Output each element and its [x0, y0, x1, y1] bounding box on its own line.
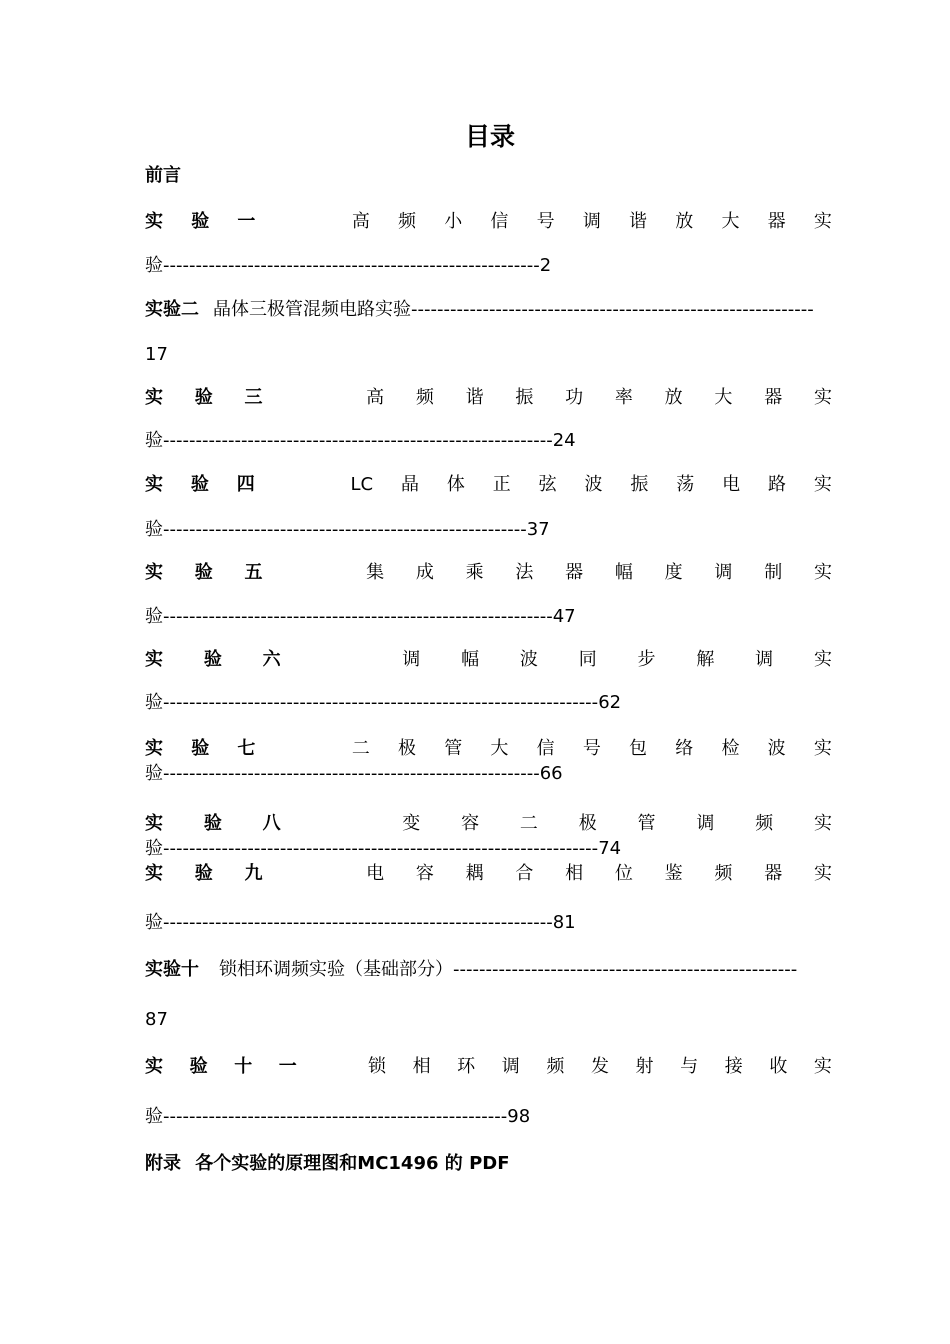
- entry-title-char: 变: [402, 813, 421, 834]
- entry-title-char: 体: [446, 474, 465, 495]
- toc-entry-3-line2[interactable]: [145, 429, 832, 453]
- toc-entry-5-line2[interactable]: [145, 605, 832, 629]
- entry-label-char: 验: [194, 562, 213, 583]
- entry-label-char: 三: [244, 387, 263, 408]
- entry-title-char: 振: [630, 474, 649, 495]
- toc-entry-10-line1[interactable]: [145, 958, 832, 982]
- entry-title-char: 接: [724, 1056, 743, 1077]
- page-number: 81: [552, 912, 576, 933]
- entry-label-char: 实: [145, 474, 163, 495]
- entry-label-char: 实: [145, 738, 163, 759]
- appendix-entry[interactable]: [145, 1152, 832, 1176]
- entry-title-char: 鉴: [664, 863, 683, 884]
- entry-title-char: 收: [769, 1056, 788, 1077]
- entry-label-char: 四: [236, 474, 255, 495]
- entry-title-char: 调: [696, 813, 715, 834]
- entry-title: 晶体三极管混频电路实验: [213, 299, 411, 320]
- entry-title-char: 射: [635, 1056, 654, 1077]
- entry-title-char: 二: [351, 738, 370, 759]
- entry-title-char: 小: [444, 211, 463, 232]
- page-number: 66: [539, 763, 563, 784]
- entry-title-char: 波: [584, 474, 603, 495]
- entry-title-char: LC: [350, 474, 374, 495]
- entry-title-char: 合: [515, 863, 534, 884]
- entry-title-char: 制: [764, 562, 783, 583]
- entry-label-char: 十: [234, 1056, 253, 1077]
- entry-label-char: 一: [278, 1056, 297, 1077]
- entry-title-char: 正: [492, 474, 511, 495]
- toc-entry-10-line2[interactable]: [145, 1008, 832, 1032]
- entry-title-char: 管: [637, 813, 656, 834]
- page-title: 目录: [464, 122, 515, 151]
- entry-title-char: 调: [755, 649, 774, 670]
- toc-entry-6-line1[interactable]: [145, 648, 832, 672]
- entry-title-char: 检: [721, 738, 740, 759]
- page-number: 62: [598, 692, 622, 713]
- entry-title-char: 成: [415, 562, 434, 583]
- entry-title-char: 调: [501, 1056, 520, 1077]
- entry-label-char: 验: [191, 211, 210, 232]
- appendix-pdf: PDF: [469, 1153, 510, 1174]
- entry-title-char: 谐: [465, 387, 484, 408]
- toc-entry-4-line1[interactable]: [145, 473, 832, 497]
- page-number: 98: [507, 1106, 531, 1127]
- toc-entry-2-line1[interactable]: [145, 298, 832, 322]
- entry-title-char: 幅: [461, 649, 480, 670]
- entry-title-char: 号: [536, 211, 555, 232]
- page-number: 87: [145, 1009, 168, 1030]
- entry-title-char: 电: [366, 863, 385, 884]
- entry-title-char: 号: [582, 738, 601, 759]
- entry-title-char: 包: [629, 738, 648, 759]
- entry-title-char: 放: [675, 211, 694, 232]
- entry-title-char: 大: [714, 387, 733, 408]
- entry-continuation: 验: [145, 606, 163, 627]
- entry-title-char: 实: [813, 387, 832, 408]
- entry-title-char: 大: [490, 738, 509, 759]
- entry-label-char: 七: [237, 738, 256, 759]
- entry-continuation: 验: [145, 519, 163, 540]
- entry-title-char: 波: [767, 738, 786, 759]
- entry-title-char: 频: [755, 813, 774, 834]
- toc-entry-11-line2[interactable]: [145, 1105, 832, 1129]
- entry-title-char: 荡: [676, 474, 695, 495]
- entry-continuation: 验: [145, 912, 163, 933]
- entry-title-char: 实: [813, 211, 832, 232]
- preface-entry[interactable]: 前言: [145, 165, 181, 186]
- entry-title-char: 振: [515, 387, 534, 408]
- entry-label-char: 验: [191, 738, 210, 759]
- dot-leader: ------------------------------------------------------------: [163, 912, 553, 933]
- entry-label-char: 验: [194, 863, 213, 884]
- toc-entry-11-line1[interactable]: [145, 1055, 832, 1079]
- appendix-label: 附录: [145, 1153, 181, 1174]
- entry-label-char: 实: [145, 562, 163, 583]
- entry-title-char: 弦: [538, 474, 557, 495]
- entry-title-char: 实: [813, 1056, 832, 1077]
- entry-title-char: 锁: [367, 1056, 386, 1077]
- entry-title-char: 实: [813, 649, 832, 670]
- entry-continuation: 验: [145, 1106, 163, 1127]
- entry-title-char: 高: [351, 211, 370, 232]
- entry-title-char: 路: [767, 474, 786, 495]
- toc-entry-4-line2[interactable]: [145, 518, 832, 542]
- toc-entry-8-line1[interactable]: [145, 812, 832, 836]
- toc-entry-1-line1[interactable]: [145, 210, 832, 234]
- entry-continuation: 验: [145, 763, 163, 784]
- entry-title-char: 频: [415, 387, 434, 408]
- entry-title-char: 二: [519, 813, 538, 834]
- entry-label: 实验二: [145, 299, 199, 320]
- dot-leader: --------------------------------------------------------: [163, 519, 527, 540]
- entry-title-char: 放: [664, 387, 683, 408]
- entry-title-char: 调: [402, 649, 421, 670]
- entry-title-char: 调: [582, 211, 601, 232]
- page-number: 2: [539, 255, 552, 276]
- entry-label-char: 验: [189, 1056, 208, 1077]
- entry-title-char: 位: [614, 863, 633, 884]
- entry-label-char: 六: [262, 649, 281, 670]
- entry-title-char: 集: [366, 562, 385, 583]
- entry-label-char: 实: [145, 813, 163, 834]
- toc-entry-9-line2[interactable]: [145, 911, 832, 935]
- entry-title-char: 容: [461, 813, 480, 834]
- entry-title-char: 容: [415, 863, 434, 884]
- toc-entry-2-line2[interactable]: [145, 343, 832, 367]
- entry-title-char: 频: [714, 863, 733, 884]
- entry-title-char: 波: [519, 649, 538, 670]
- dot-leader: -------------------------------------------------------------------: [163, 838, 599, 859]
- entry-title-char: 极: [398, 738, 417, 759]
- entry-label-char: 一: [237, 211, 256, 232]
- entry-label-char: 八: [262, 813, 281, 834]
- toc-entry-3-line1[interactable]: [145, 386, 832, 410]
- page-number: 47: [552, 606, 576, 627]
- entry-title-char: 乘: [465, 562, 484, 583]
- dot-leader: ------------------------------------------------------------: [163, 606, 553, 627]
- dot-leader: -----------------------------------------------------: [163, 1106, 508, 1127]
- entry-title-char: 相: [565, 863, 584, 884]
- toc-entry-1-line2[interactable]: [145, 254, 832, 278]
- entry-continuation: 验: [145, 255, 163, 276]
- entry-label-char: 实: [145, 649, 163, 670]
- entry-title-char: 络: [675, 738, 694, 759]
- entry-title-char: 器: [764, 387, 783, 408]
- entry-title-char: 实: [813, 562, 832, 583]
- entry-title-char: 频: [398, 211, 417, 232]
- toc-entry-9-line1[interactable]: [145, 862, 832, 886]
- entry-title-char: 器: [565, 562, 584, 583]
- entry-title-char: 高: [366, 387, 385, 408]
- entry-title-char: 调: [714, 562, 733, 583]
- appendix-text: 的: [444, 1153, 463, 1174]
- page-number: 24: [552, 430, 576, 451]
- entry-title-char: 功: [565, 387, 584, 408]
- entry-continuation: 验: [145, 430, 163, 451]
- dot-leader: -----------------------------------------------------: [453, 959, 798, 980]
- entry-title-char: 耦: [465, 863, 484, 884]
- entry-title-char: 谐: [629, 211, 648, 232]
- entry-label-char: 实: [145, 1056, 163, 1077]
- entry-title-char: 法: [515, 562, 534, 583]
- entry-label-char: 实: [145, 863, 163, 884]
- entry-title-char: 解: [696, 649, 715, 670]
- entry-title-char: 相: [412, 1056, 431, 1077]
- entry-label-char: 实: [145, 211, 163, 232]
- entry-label: 实验十: [145, 959, 199, 980]
- entry-title-char: 率: [614, 387, 633, 408]
- page-number: 37: [526, 519, 550, 540]
- entry-title-char: 电: [722, 474, 741, 495]
- entry-title-char: 信: [490, 211, 509, 232]
- entry-title-char: 极: [578, 813, 597, 834]
- dot-leader: ----------------------------------------------------------: [163, 763, 540, 784]
- dot-leader: ----------------------------------------------------------: [163, 255, 540, 276]
- entry-label-char: 九: [244, 863, 263, 884]
- entry-continuation: 验: [145, 838, 163, 859]
- dot-leader: -------------------------------------------------------------------: [163, 692, 599, 713]
- entry-title-char: 器: [764, 863, 783, 884]
- toc-entry-6-line2[interactable]: [145, 691, 832, 715]
- dot-leader: ------------------------------------------------------------: [163, 430, 553, 451]
- entry-label-char: 验: [203, 649, 222, 670]
- entry-continuation: 验: [145, 692, 163, 713]
- entry-label-char: 验: [194, 387, 213, 408]
- entry-label-char: 验: [190, 474, 209, 495]
- toc-entry-7-line1[interactable]: [145, 737, 832, 761]
- entry-title-char: 环: [457, 1056, 476, 1077]
- toc-entry-8-line2[interactable]: [145, 837, 832, 861]
- entry-label-char: 实: [145, 387, 163, 408]
- entry-title-char: 器: [767, 211, 786, 232]
- page-number: 17: [145, 344, 168, 365]
- appendix-text: 各个实验的原理图和: [195, 1153, 358, 1174]
- page-number: 74: [598, 838, 622, 859]
- entry-title-char: 度: [664, 562, 683, 583]
- entry-label-char: 五: [244, 562, 263, 583]
- entry-label-char: 验: [203, 813, 222, 834]
- entry-title-char: 管: [444, 738, 463, 759]
- entry-title-char: 信: [536, 738, 555, 759]
- entry-title-char: 同: [578, 649, 597, 670]
- appendix-chip-name: MC1496: [357, 1153, 439, 1174]
- entry-title-char: 步: [637, 649, 656, 670]
- entry-title-char: 大: [721, 211, 740, 232]
- dot-leader: --------------------------------------------------------------: [411, 299, 814, 320]
- toc-entry-5-line1[interactable]: [145, 561, 832, 585]
- entry-title-char: 晶: [400, 474, 419, 495]
- entry-title-char: 实: [813, 813, 832, 834]
- entry-title-char: 实: [813, 863, 832, 884]
- entry-title-char: 与: [680, 1056, 699, 1077]
- entry-title: 锁相环调频实验（基础部分）: [219, 959, 453, 980]
- entry-title-char: 发: [590, 1056, 609, 1077]
- entry-title-char: 实: [813, 474, 832, 495]
- entry-title-char: 频: [546, 1056, 565, 1077]
- entry-title-char: 实: [813, 738, 832, 759]
- toc-entry-7-line2[interactable]: [145, 762, 832, 786]
- entry-title-char: 幅: [614, 562, 633, 583]
